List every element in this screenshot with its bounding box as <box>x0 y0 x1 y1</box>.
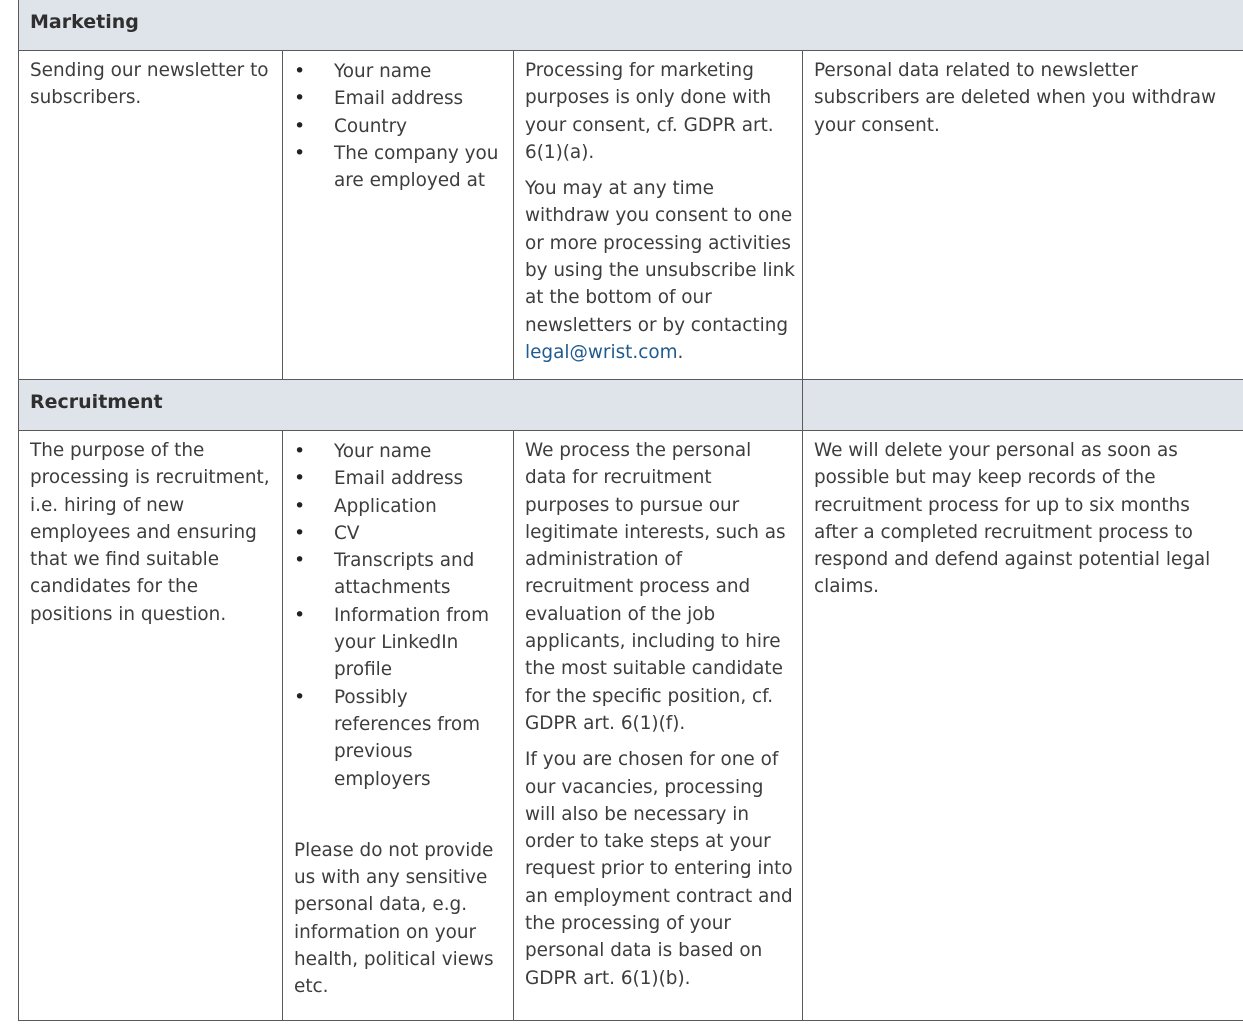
list-item: • Information from your LinkedIn profile <box>294 602 506 684</box>
retention-cell <box>814 57 1239 139</box>
legal-basis-paragraph: Processing for marketing purposes is only done with your consent, cf. GDPR art. 6(1)(a). <box>525 60 774 163</box>
email-link[interactable]: legal@wrist.com <box>525 341 678 363</box>
list-item: • Application <box>294 493 506 520</box>
table-border <box>513 430 514 1021</box>
table-border <box>18 50 1243 51</box>
purpose-cell <box>30 57 275 112</box>
list-item: • Country <box>294 113 506 140</box>
table-border <box>282 50 283 380</box>
data-items-cell <box>294 438 506 1001</box>
legal-basis-cell <box>525 57 795 375</box>
table-border <box>282 430 283 1021</box>
retention-cell <box>814 437 1239 601</box>
table-border <box>18 1020 1243 1021</box>
section-heading: Marketing <box>30 11 139 33</box>
table-border <box>18 430 1243 431</box>
retention-text: We will delete your personal as soon as possible but may keep records of the recruitment process for up to six months after a completed recruitment process to respond and defend against potential legal claims. <box>814 440 1211 598</box>
purpose-cell <box>30 437 275 628</box>
legal-basis-paragraph: If you are chosen for one of our vacancies, processing will also be necessary in order to take steps at your request prior to entering into an employment contract and the processing of your personal data is based on GDPR art. 6(1)(b). <box>525 749 793 989</box>
list-item: • Your name <box>294 58 506 85</box>
table-border <box>513 50 514 380</box>
data-list <box>294 438 506 793</box>
list-item: • Transcripts and attachments <box>294 547 506 602</box>
privacy-table <box>18 0 1243 1022</box>
table-border <box>18 379 1243 380</box>
purpose-text: Sending our newsletter to subscribers. <box>30 60 269 109</box>
table-border <box>802 430 803 1021</box>
recruitment-header-band <box>18 380 1243 430</box>
legal-basis-cell <box>525 437 795 1001</box>
list-item: • Possibly references from previous employers <box>294 684 506 793</box>
section-heading: Recruitment <box>30 391 163 413</box>
table-border <box>802 50 803 430</box>
data-list <box>294 58 506 194</box>
legal-basis-paragraph: We process the personal data for recruitment purposes to pursue our legitimate interests, such as administration of recruitment process and evaluation of the job applicants, including to hire the most suitable candidate for the specific position, cf. GDPR art. 6(1)(f). <box>525 440 786 734</box>
retention-text: Personal data related to newsletter subscribers are deleted when you withdraw your consent. <box>814 60 1217 136</box>
data-items-cell <box>294 58 506 194</box>
table-border <box>18 0 19 1021</box>
punctuation: . <box>677 341 684 363</box>
legal-basis-text: You may at any time withdraw you consent to one or more processing activities by using the unsubscribe link at the bottom of our newsletters or by contacting <box>525 178 795 336</box>
sensitive-data-note: Please do not provide us with any sensitive personal data, e.g. information on your health, political views etc. <box>294 839 494 998</box>
list-item: • Email address <box>294 465 506 492</box>
list-item: • CV <box>294 520 506 547</box>
legal-basis-paragraph <box>525 175 795 366</box>
purpose-text: The purpose of the processing is recruitment, i.e. hiring of new employees and ensuring that we find suitable candidates for the positions in question. <box>30 440 270 625</box>
marketing-header-band <box>18 0 1243 50</box>
list-item: • The company you are employed at <box>294 140 506 195</box>
list-item: • Your name <box>294 438 506 465</box>
list-item: • Email address <box>294 85 506 112</box>
